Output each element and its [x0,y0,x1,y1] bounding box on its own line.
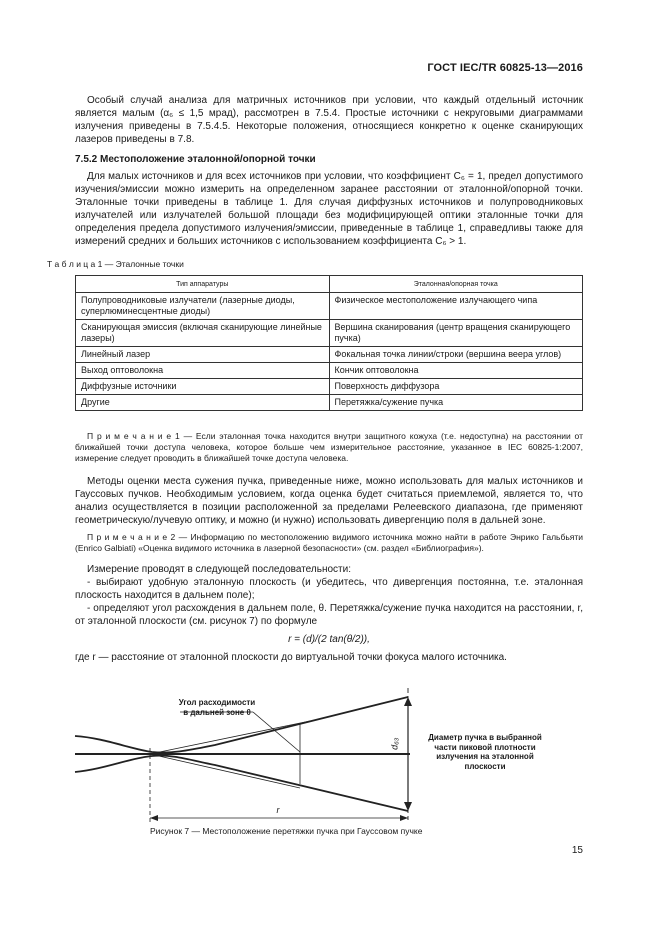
diameter-description-line-4: плоскости [464,761,506,771]
diameter-description-line-3: излучения на эталонной [436,752,534,761]
table-cell: Фокальная точка линии/строки (вершина веера углов) [329,347,583,363]
note-2-text: — Информацию по местоположению видимого источника можно найти в работе Энрико Гальбьяти (Enrico Galbiati) «Оценка видимого источника в лазерной безопасности» (см. раздел «Библиография»). [75,532,583,553]
methods-paragraph: Методы оценки места сужения пучка, приведенные ниже, можно использовать для малых источников и Гауссовых пучков. Необходимым условием, когда оценка будет считаться приемлемой, является то, что анализ осуществляется в позиции расположенной за пределами Релеевского диапазона, где применяют геометрическую/лучевую оптику, и можно (и нужно) использовать дивергенцию поля в дальней зоне. [75,476,583,526]
note-1-text: — Если эталонная точка находится внутри защитного кожуха (т.е. недоступна) на расстоянии от ближайшей точки доступа человека, которое больше чем измерительное расстояние, указанное в IEC 60825-1:2007, измерение следует проводить в ближайшей точке доступа человека. [75,431,583,463]
steps-intro: Измерение проводят в следующей последовательности: [87,564,351,575]
intro-paragraph: Особый случай анализа для матричных источников при условии, что каждый отдельный источник является малым (α₆ ≤ 1,5 мрад), рассмотрен в 7.5.4. Простые источники с некруговыми диаграммами излучения приведены в 7.5.4.5. Некоторые положения, относящиеся конкретно к оценке сканирующих лазеров приведены в 7.8. [75,95,583,145]
angle-label-line-2: в дальней зоне θ [183,707,251,717]
where-paragraph: где r — расстояние от эталонной плоскости до виртуальной точки фокуса малого источника. [75,652,507,663]
step-2: - определяют угол расхождения в дальнем поле, θ. Перетяжка/сужение пучка находится на расстоянии, r, от эталонной плоскости (см. рисунок 7) по формуле [75,603,583,627]
note-1-prefix: П р и м е ч а н и е 1 [87,431,180,441]
asymptote-lower [150,754,300,788]
page-number: 15 [571,845,583,856]
table-header-reference: Эталонная/опорная точка [329,276,583,293]
table-cell: Физическое местоположение излучающего чипа [329,293,583,320]
table-caption-prefix: Т а б л и ц а 1 [47,259,103,269]
table-cell: Другие [76,395,330,411]
table-header-equipment: Тип аппаратуры [76,276,330,293]
figure-caption: Рисунок 7 — Местоположение перетяжки пучка при Гауссовом пучке [150,826,423,836]
distance-arrow-head-right [400,815,408,821]
angle-pointer-line [253,712,300,752]
distance-arrow-head-left [150,815,158,821]
section-paragraph: Для малых источников и для всех источников при условии, что коэффициент C₆ = 1, предел допустимого изучения/эмиссии можно измерить на определенном заранее расстоянии от эталонной/опорной точки. Эталонные точки приведены в таблице 1. Для случая диффузных источников и полупроводниковых излучателей или излучателей большой площади без модифицирующей оптики эталонные точки для определения предела допустимого излучения/эмиссии, приведенные в таблице 1, справедливы также для измерений средних и больших источников с использованием коэффициента C₆ > 1. [75,171,583,247]
distance-r-label: r [276,805,280,815]
diameter-description [420,733,550,771]
document-header: ГОСТ IEC/TR 60825-13—2016 [427,62,583,74]
table-cell: Линейный лазер [76,347,330,363]
diameter-description-line-2: части пиковой плотности [434,742,536,752]
table-cell: Диффузные источники [76,379,330,395]
beam-lower-envelope [75,756,408,811]
diameter-d63-label: d₆₃ [389,737,400,750]
formula: r = (d)/(2 tan(θ/2)), [288,634,370,645]
table-cell: Поверхность диффузора [329,379,583,395]
note-2-prefix: П р и м е ч а н и е 2 [87,532,176,542]
angle-label-line-1: Угол расходимости [178,698,256,707]
step-1: - выбирают удобную эталонную плоскость (и убедитесь, что дивергенция постоянна, т.е. эталонная плоскость находится в дальнем поле); [75,577,583,601]
table-cell: Выход оптоволокна [76,363,330,379]
table-cell: Кончик оптоволокна [329,363,583,379]
table-cell: Полупроводниковые излучатели (лазерные диоды, суперлюминесцентные диоды) [76,293,330,320]
section-heading: 7.5.2 Местоположение эталонной/опорной точки [75,154,316,165]
table-cell: Сканирующая эмиссия (включая сканирующие линейные лазеры) [76,320,330,347]
diameter-description-line-1: Диаметр пучка в выбранной [428,733,542,742]
angle-label [172,698,262,717]
table-cell: Перетяжка/сужение пучка [329,395,583,411]
table-cell: Вершина сканирования (центр вращения сканирующего пучка) [329,320,583,347]
asymptote-upper [150,721,310,754]
table-caption-title: — Эталонные точки [102,259,184,269]
